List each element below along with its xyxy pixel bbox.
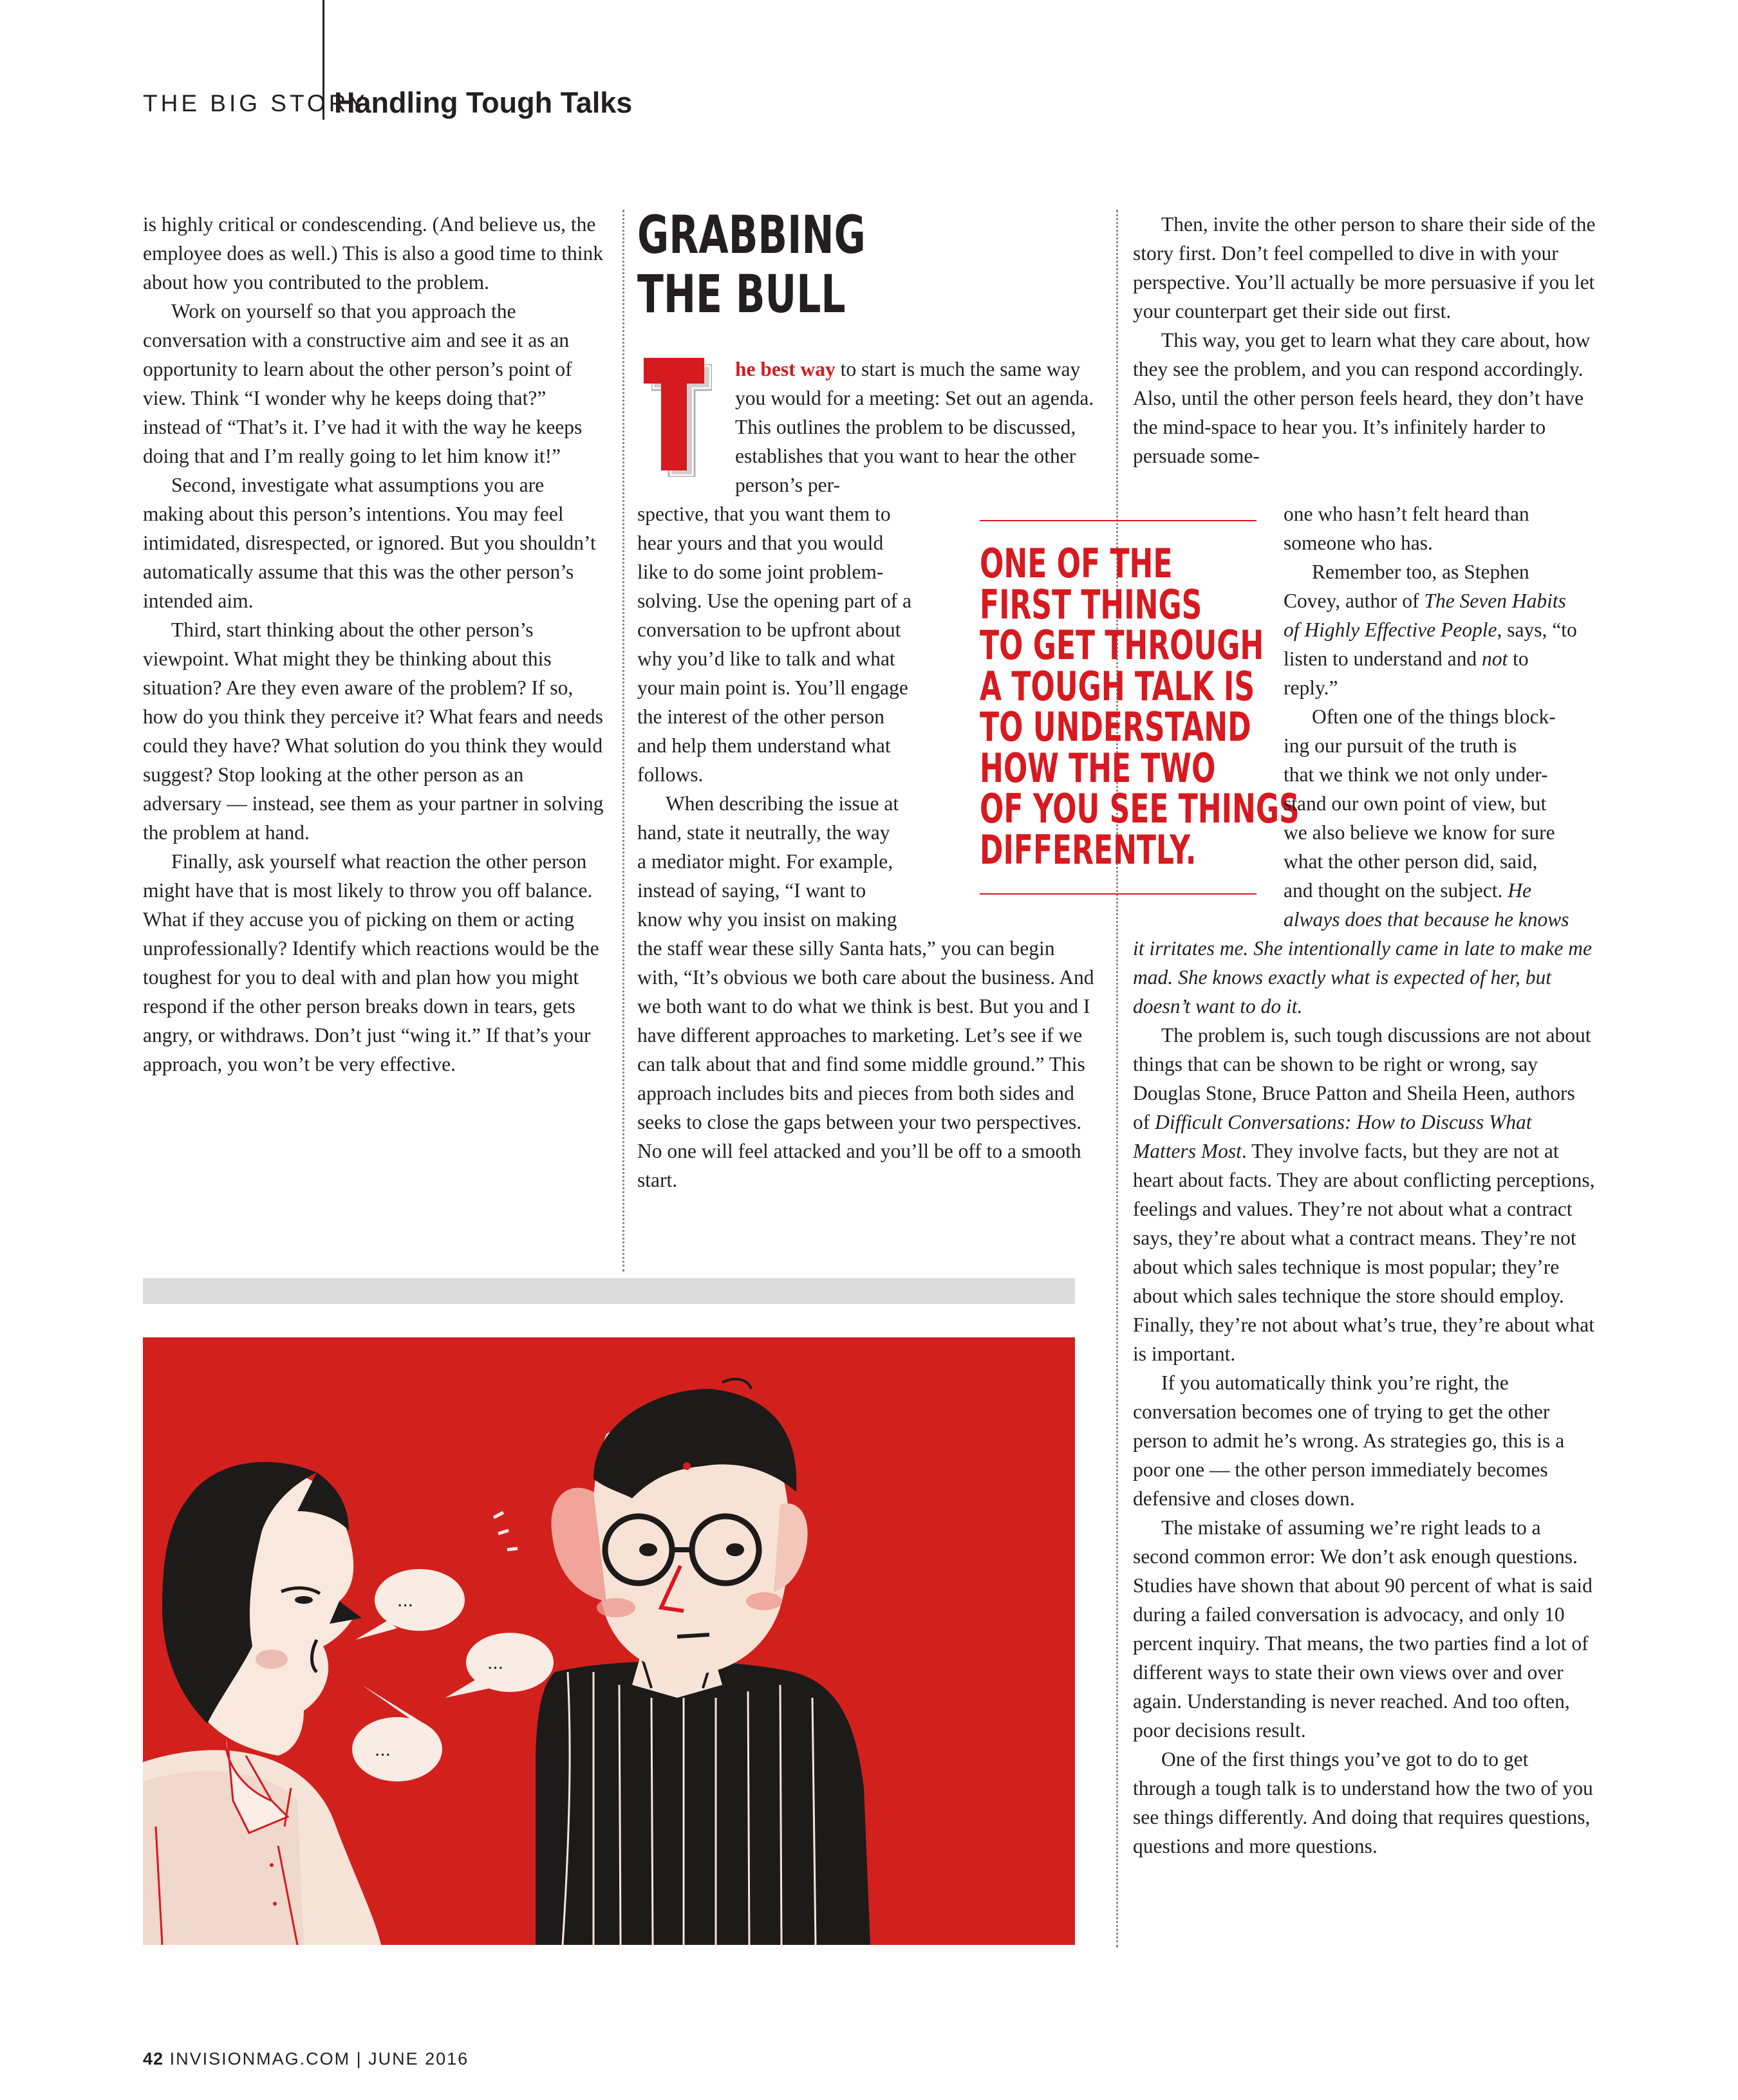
page-footer xyxy=(143,2049,469,2069)
paragraph: The mistake of assuming we’re right leads to a second common error: We don’t ask enough questions. Studies have shown that about 90 percent of what is said during a failed conversation is advocacy, and only 10 percent inquiry. That means, the two parties find a lot of different ways to state their own views over and over again. Understanding is never reached. And too often, poor decisions result. xyxy=(1133,1516,1593,1742)
bubble-text: ... xyxy=(375,1739,391,1760)
subheading: GRABBING THE BULL xyxy=(637,205,866,325)
paragraph: If you automatically think you’re right, the conversation becomes one of trying to get the other person to admit he’s wrong. As strategies go, this is a poor one — the other person immediately becomes defensive and closes down. xyxy=(1133,1371,1565,1510)
article-column-2-wide xyxy=(637,934,1096,1194)
article-column-3-narrow: one who hasn’t felt heard than someone who has. Remember too, as Stephen Covey, author of The Seven Habits of Highly Effective People, says, “to listen to understand and not to reply.” Often one of the things block- ing our pursuit of the truth is that we think we not only under- stand our own point of view, but we also believe we know for sure what the other person did, said, and thought on the subject. He always does that because he knows xyxy=(1284,503,1577,931)
bubble-text: ... xyxy=(487,1652,504,1673)
dropcap xyxy=(644,358,704,470)
paragraph: Finally, ask yourself what reaction the other person might have that is most likely to throw you off balance. What if they accuse you of picking on them or acting unprofessionally? Identify which reactions would be the toughest for you to deal with and plan how you might respond if the other person breaks down in tears, gets angry, or withdraws. Don’t just “wing it.” If that’s your approach, you won’t be very effective. xyxy=(143,850,599,1075)
paragraph: Then, invite the other person to share their side of the story first. Don’t feel compelled to dive in with your perspective. You’ll actually be more persuasive if you let your counterpart get their side out first. xyxy=(1133,213,1596,322)
column-divider-left xyxy=(622,210,624,1272)
pullquote: ONE OF THE FIRST THINGS TO GET THROUGH A TOUGH TALK IS TO UNDERSTAND HOW THE TWO OF YOU SEE THINGS DIFFERENTLY. xyxy=(980,540,1300,873)
article-column-3-wide: it irritates me. She intentionally came in late to make me mad. She knows exactly what is expected of her, but doesn’t want to do it. The problem is, such tough discussions are not about things that can be shown to be right or wrong, say Douglas Stone, Bruce Patton and Sheila Heen, authors of Difficult Conversations: How to Discuss What Matters Most. They involve facts, but they are not at heart about facts. They are about conflicting perceptions, feelings and values. They’re not about what a contract says, they’re about what a contract means. They’re not about which sales technique is most popular; they’re about which sales technique the store should employ. Finally, they’re not about what’s true, they’re about what is important. If you automatically think you’re right, the conversation becomes one of trying to get the other person to admit he’s wrong. As strategies go, this is a poor one — the other person immediately becomes defensive and closes down. The mistake of assuming we’re right leads to a second common error: We don’t ask enough questions. Studies have shown that about 90 percent of what is said during a failed conversation is advocacy, and only 10 percent inquiry. That means, the two parties find a lot of different ways to state their own views over and over again. Understanding is never reached. And too often, poor decisions result. One of the first things you’ve got to do to get through a tough talk is to understand how the two of you see things differently. And doing that requires questions, questions and more questions. xyxy=(1133,934,1596,1861)
bubble-text: ... xyxy=(397,1590,414,1611)
paragraph: This way, you get to learn what they care about, how they see the problem, and you can respond accordingly. Also, until the other person feels heard, they don’t have the mind-space to hear you. It’s infinitely harder to persuade some- xyxy=(1133,329,1591,467)
paragraph: is highly critical or condescending. (And believe us, the employee does as well.) This is also a good time to think about how you contributed to the problem. xyxy=(143,213,604,293)
section-kicker: THE BIG STORY xyxy=(143,90,368,116)
paragraph: Second, investigate what assumptions you are making about this person’s intentions. You may feel intimidated, disrespected, or ignored. But you shouldn’t automatically assume that this was the other person’s intended aim. xyxy=(143,474,596,612)
article-column-1 xyxy=(143,210,606,1079)
paragraph: Third, start thinking about the other person’s viewpoint. What might they be thinking about this situation? Are they even aware of the problem? If so, how do you think they perceive it? What fears and needs could they have? What solution do you think they would suggest? Stop looking at the other person as an adversary — instead, see them as your partner in solving the problem at hand. xyxy=(143,618,604,844)
paragraph: the staff wear these silly Santa hats,” you can begin with, “It’s obvious we both care about the business. And we both want to do what we think is best. But you and I have different approaches to marketing. Let’s see if we can talk about that and find some middle ground.” This approach includes bits and pieces from both sides and seeks to close the gaps between your two perspectives. No one will feel attacked and you’ll be off to a smooth start. xyxy=(637,937,1094,1191)
illustration xyxy=(143,1337,1075,1945)
article-column-3 xyxy=(1133,210,1596,470)
image-top-bar xyxy=(143,1278,1075,1304)
article-column-2-narrow: spective, that you want them to hear yours and that you would like to do some joint problem- solving. Use the opening part of a conversation to be upfront about why you’d like to talk and what your main point is. You’ll engage the interest of the other person and help them understand what follows. When describing the issue at hand, state it neutrally, the way a mediator might. For example, instead of saying, “I want to know why you insist on making xyxy=(637,503,912,931)
lead-in: he best way xyxy=(735,358,836,380)
footer-text: INVISIONMAG.COM | JUNE 2016 xyxy=(169,2049,469,2068)
section-title: Handling Tough Talks xyxy=(334,86,633,119)
pullquote-top-rule xyxy=(980,520,1257,521)
page-number: 42 xyxy=(143,2049,164,2068)
paragraph: One of the first things you’ve got to do to get through a tough talk is to understand how the two of you see things differently. And doing that requires questions, questions and more questions. xyxy=(1133,1748,1593,1857)
column-divider-right xyxy=(1116,210,1118,1947)
paragraph: The problem is, such tough discussions are not about things that can be shown to be right or wrong, say Douglas Stone, Bruce Patton and Sheila Heen, authors of Difficult Conversations: How to Discuss What Matters Most. They involve facts, but they are not at heart about facts. They are about conflicting perceptions, feelings and values. They’re not about what a contract says, they’re about what a contract means. They’re not about which sales technique is most popular; they’re about which sales technique the store should employ. Finally, they’re not about what’s true, they’re about what is important. xyxy=(1133,1024,1595,1365)
intro-paragraph: he best way to start is much the same way you would for a meeting: Set out an agenda. This outlines the problem to be discussed, establishes that you want to hear the other person’s per- xyxy=(735,358,1094,496)
paragraph: Work on yourself so that you approach the conversation with a constructive aim and see it as an opportunity to learn about the other person’s point of view. Think “I wonder why he keeps doing that?” instead of “That’s it. I’ve had it with the way he keeps doing that and I’m really going to let him know it!” xyxy=(143,300,583,467)
pullquote-bottom-rule xyxy=(980,893,1257,895)
